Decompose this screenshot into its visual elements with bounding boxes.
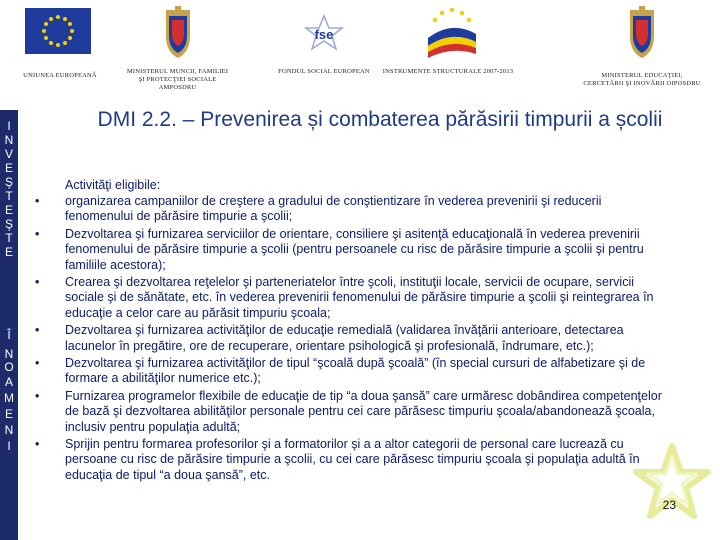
- sidebar-letter: E: [4, 245, 13, 259]
- sidebar-letter: I: [7, 119, 11, 133]
- bullet: •: [35, 275, 40, 290]
- sidebar-letter: E: [4, 161, 13, 175]
- sidebar-letter: N: [4, 423, 14, 437]
- sidebar-letter: E: [4, 203, 13, 217]
- list-item-text: Crearea şi dezvoltarea reţelelor şi parteneriatelor între şcoli, instituţii locale, servicii de ocupare, servicii sociale şi de sănătate, etc. în vederea prevenirii fenomenului de părăsire timpurie a şcolii şi reintegrarea în educaţie a celor care au părăsit timpuriu şcoala;: [65, 275, 654, 320]
- bullet: •: [35, 194, 40, 209]
- page-number: 23: [662, 498, 676, 512]
- sidebar-letter: O: [4, 360, 14, 374]
- sidebar-letter: I: [7, 439, 11, 453]
- list-item-text: Dezvoltarea şi furnizarea activităţilor de tipul “şcoală după şcoală” (în special cursuri de alfabetizare şi de formare a abilităţilor numerice etc.);: [65, 356, 646, 386]
- eligible-activities-list: [35, 194, 670, 483]
- list-item-text: Sprijin pentru formarea profesorilor şi a formatorilor şi a a altor categorii de personal care lucrează cu persoane cu risc de părăsire timpurie a şcolii, cu cei care părăsesc timpuriu şcoala şi populaţia adultă în educaţia de tipul “a doua şansă”, etc.: [65, 437, 640, 482]
- list-item-text: Dezvoltarea şi furnizarea activităţilor de educaţie remedială (validarea învăţării anterioare, detectarea lacunelor în pregătire, ore de recuperare, orientare psihologică şi profesională, îndrumare, etc.);: [65, 323, 624, 353]
- page-title: DMI 2.2. – Prevenirea și combaterea părăsirii timpurii a școlii: [97, 108, 663, 131]
- sidebar-motto: [0, 110, 18, 540]
- header-logos: [0, 0, 720, 105]
- list-item: [35, 323, 670, 353]
- ministry-education-label: MINISTERUL EDUCAŢIEI, CERCETĂRII ŞI INOVĂRII OIPOSDRU: [583, 72, 701, 87]
- sidebar-letter: A: [4, 375, 13, 389]
- bullet: •: [35, 356, 40, 371]
- sidebar-letter: Ş: [4, 217, 13, 231]
- list-item-text: Dezvoltarea şi furnizarea serviciilor de orientare, consiliere şi asitenţă educaţională în vederea prevenirii fenomenului de părăsire timpurie a şcolii (pentru persoanele cu risc de părăsire timpurie a şcolii şi pentru familiile acestora);: [65, 227, 644, 272]
- list-item-text: Furnizarea programelor flexibile de educaţie de tip “a doua şansă” care urmăresc dobândirea competenţelor de bază şi dezvoltarea abilităţilor personale pentru cei care părăsesc timpuriu şcoala/abandonează şcoala, inclusiv pentru populaţia adultă;: [65, 389, 662, 434]
- content-body: [35, 178, 670, 485]
- section-label: Activităţi eligibile:: [65, 178, 161, 192]
- list-item: [35, 437, 670, 483]
- eu-label: UNIUNEA EUROPEANĂ: [23, 72, 97, 79]
- bullet: •: [35, 323, 40, 338]
- list-item: [35, 356, 670, 386]
- structural-instruments-icon: [422, 4, 482, 62]
- sidebar-letter: T: [5, 189, 13, 203]
- list-item-text: organizarea campaniilor de creştere a gradului de conştientizare în vederea prevenirii şi reducerii fenomenului de părăsire timpurie a şcolii;: [65, 194, 602, 224]
- list-item: [35, 227, 670, 273]
- sidebar-letter: N: [4, 133, 14, 147]
- coat-of-arms-icon: [158, 6, 198, 62]
- sidebar-letter: T: [5, 231, 13, 245]
- eu-flag-icon: [25, 8, 91, 54]
- structural-instruments-label: INSTRUMENTE STRUCTURALE 2007-2013: [382, 68, 514, 75]
- fse-logo-text: fse: [314, 27, 334, 42]
- bullet: •: [35, 437, 40, 452]
- fse-logo-icon: [298, 14, 350, 54]
- fse-label: FONDUL SOCIAL EUROPEAN: [278, 68, 370, 75]
- sidebar-letter: V: [4, 147, 13, 161]
- list-item: [35, 389, 670, 435]
- bullet: •: [35, 227, 40, 242]
- sidebar-letter: M: [4, 391, 14, 405]
- list-item: [35, 275, 670, 321]
- coat-of-arms-right-icon: [622, 6, 662, 62]
- list-item: [35, 194, 670, 224]
- sidebar-letter: Î: [7, 328, 11, 342]
- sidebar-letter: Ş: [4, 175, 13, 189]
- sidebar-letter: E: [4, 407, 13, 421]
- ministry-labour-label: MINISTERUL MUNCII, FAMILIEI ŞI PROTECŢIEI SOCIALE AMPOSDRU: [126, 68, 229, 91]
- sidebar-letter: N: [4, 347, 14, 361]
- bullet: •: [35, 389, 40, 404]
